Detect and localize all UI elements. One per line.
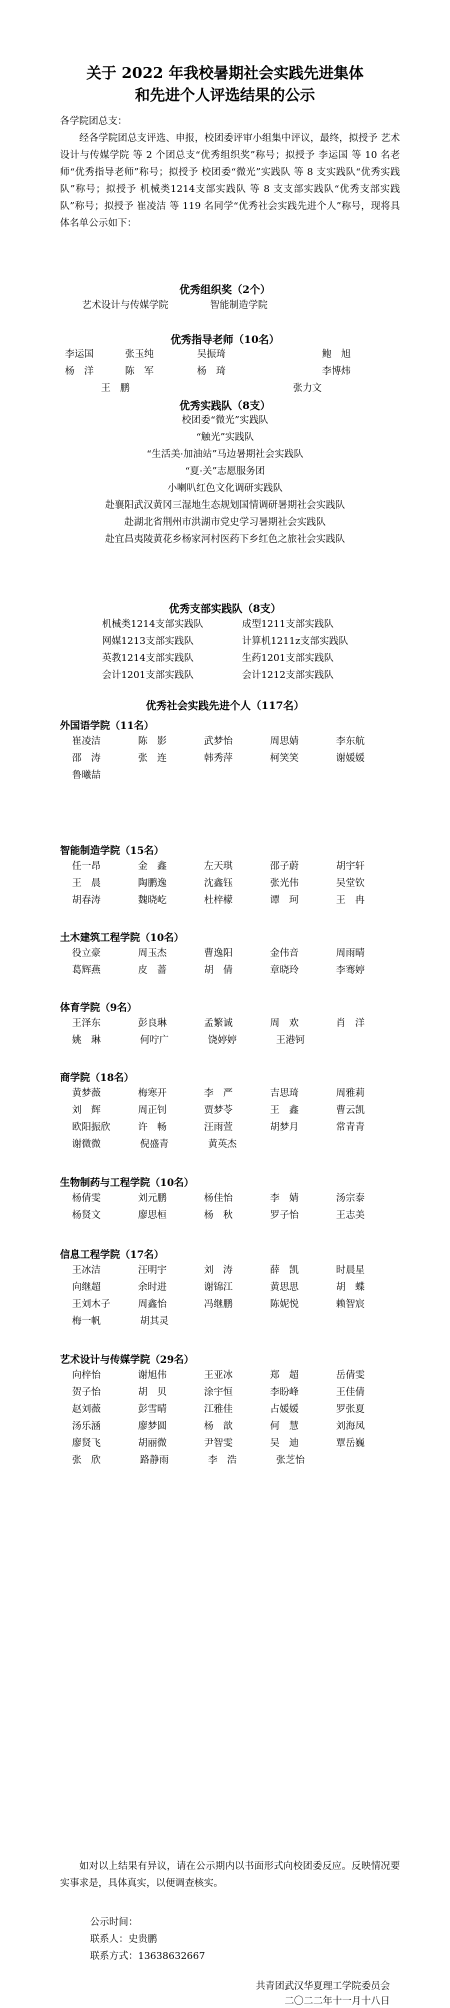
student-name: 汤乐涵 bbox=[72, 1421, 101, 1432]
student-name: 罗张夏 bbox=[336, 1404, 365, 1415]
student-name: 任一昂 bbox=[72, 861, 101, 872]
student-name: 吴 迪 bbox=[270, 1438, 299, 1449]
student-name: 吉思琦 bbox=[270, 1088, 299, 1099]
student-name: 胡梦月 bbox=[270, 1122, 299, 1133]
student-name: 王冰洁 bbox=[72, 1265, 101, 1276]
section-title-teachers: 优秀指导老师（10名） bbox=[170, 334, 280, 346]
student-name: 王港钶 bbox=[276, 1035, 305, 1046]
org-award-item: 智能制造学院 bbox=[210, 300, 268, 311]
student-name: 曹云凯 bbox=[336, 1105, 365, 1116]
student-name: 张光伟 bbox=[270, 878, 299, 889]
student-name: 覃岳巍 bbox=[336, 1438, 365, 1449]
student-name: 许 畅 bbox=[138, 1122, 167, 1133]
branch-teams-list bbox=[102, 616, 348, 684]
teacher-name: 杨 琦 bbox=[197, 366, 226, 377]
student-name: 沈鑫钰 bbox=[204, 878, 233, 889]
student-name: 周雨晴 bbox=[336, 948, 365, 959]
student-name: 贾梦苓 bbox=[204, 1105, 233, 1116]
group-names-physical-education bbox=[72, 1015, 402, 1049]
group-names-information-engineering bbox=[72, 1262, 402, 1330]
student-name: 金 鑫 bbox=[138, 861, 167, 872]
teacher-name: 杨 洋 bbox=[65, 366, 94, 377]
student-name: 谢媛媛 bbox=[336, 753, 365, 764]
student-name: 汪明宇 bbox=[138, 1265, 167, 1276]
branch-team-item: 网媒1213支部实践队 bbox=[102, 636, 194, 647]
branch-team-item: 计算机1211z支部实践队 bbox=[242, 636, 349, 647]
student-name: 常青青 bbox=[336, 1122, 365, 1133]
student-name: 王刘木子 bbox=[72, 1299, 111, 1310]
student-name: 章晓玲 bbox=[270, 965, 299, 976]
branch-team-item: 会计1201支部实践队 bbox=[102, 670, 194, 681]
student-name: 谢旭伟 bbox=[138, 1370, 167, 1381]
student-name: 黄思思 bbox=[270, 1282, 299, 1293]
student-name: 廖思桓 bbox=[138, 1210, 167, 1221]
salutation: 各学院团总支： bbox=[60, 116, 128, 127]
student-name: 时晨星 bbox=[336, 1265, 365, 1276]
team-item: 赴湖北省荆州市洪湖市党史学习暑期社会实践队 bbox=[124, 517, 326, 528]
section-title-branch-teams: 优秀支部实践队（8支） bbox=[168, 603, 282, 615]
student-name: 岳倩雯 bbox=[336, 1370, 365, 1381]
student-name: 胡春涛 bbox=[72, 895, 101, 906]
student-name: 陶鹏逸 bbox=[138, 878, 167, 889]
student-name: 李 严 bbox=[204, 1088, 233, 1099]
team-item: 校团委“微光”实践队 bbox=[181, 415, 269, 426]
student-name: 冯继鹏 bbox=[204, 1299, 233, 1310]
branch-team-item: 生药1201支部实践队 bbox=[242, 653, 334, 664]
intro-paragraph: 经各学院团总支评选、申报，校团委评审小组集中评议，最终，拟授予 艺术设计与传媒学院 等 2 个团总支“优秀组织奖”称号；拟授予 李运国 等 10 名老师“优秀指导老师”称号；拟授予 校团委“微光”实践队 等 8 支实践队“优秀实践队”称号；拟授予 机械类1214支部实践队 等 8 支支部实践队“优秀支部实践队”称号；拟授予 崔凌洁 等 119 名同学“优秀社会实践先进个人”称号，现将具体名单公示如下： bbox=[60, 133, 400, 229]
student-name: 谭 珂 bbox=[270, 895, 299, 906]
student-name: 涂宇恒 bbox=[204, 1387, 233, 1398]
teacher-name: 鲍 旭 bbox=[322, 349, 351, 360]
branch-team-item: 成型1211支部实践队 bbox=[242, 619, 334, 630]
section-title-org-award: 优秀组织奖（2个） bbox=[179, 284, 271, 296]
student-name: 左天琪 bbox=[204, 861, 233, 872]
student-name: 胡 蝶 bbox=[336, 1282, 365, 1293]
student-name: 赵刘薇 bbox=[72, 1404, 101, 1415]
teacher-name: 王 鹏 bbox=[101, 383, 130, 394]
student-name: 柯笑笑 bbox=[270, 753, 299, 764]
teams-list bbox=[60, 412, 390, 548]
student-name: 魏晓屹 bbox=[138, 895, 167, 906]
notice-time-label: 公示时间： bbox=[90, 1917, 138, 1928]
student-name: 周 欢 bbox=[270, 1018, 299, 1029]
student-name: 邵 涛 bbox=[72, 753, 101, 764]
student-name: 杨 歆 bbox=[204, 1421, 233, 1432]
student-name: 梅寒开 bbox=[138, 1088, 167, 1099]
group-names-biopharma bbox=[72, 1190, 402, 1224]
student-name: 何咛广 bbox=[140, 1035, 169, 1046]
student-name: 周鑫怡 bbox=[138, 1299, 167, 1310]
team-item: 赴襄阳武汉黄冈三湿地生态规划国情调研暑期社会实践队 bbox=[105, 500, 345, 511]
group-title-biopharma: 生物制药与工程学院（10名） bbox=[60, 1178, 194, 1189]
student-name: 皮 蔷 bbox=[138, 965, 167, 976]
page-title bbox=[0, 62, 450, 106]
student-name: 张 连 bbox=[138, 753, 167, 764]
student-name: 胡 倩 bbox=[204, 965, 233, 976]
title-line-2: 和先进个人评选结果的公示 bbox=[134, 86, 315, 104]
group-title-business: 商学院（18名） bbox=[60, 1073, 134, 1084]
group-title-information-engineering: 信息工程学院（17名） bbox=[60, 1250, 164, 1261]
student-name: 胡丽微 bbox=[138, 1438, 167, 1449]
student-name: 李 婧 bbox=[270, 1193, 299, 1204]
team-item: “夏·关”志愿服务团 bbox=[184, 466, 265, 477]
student-name: 陈妮悦 bbox=[270, 1299, 299, 1310]
student-name: 杜梓檬 bbox=[204, 895, 233, 906]
contact-phone: 联系方式：13638632667 bbox=[90, 1951, 206, 1962]
student-name: 胡其灵 bbox=[140, 1316, 169, 1327]
student-name: 葛辉燕 bbox=[72, 965, 101, 976]
student-name: 杨 秋 bbox=[204, 1210, 233, 1221]
student-name: 薛 凯 bbox=[270, 1265, 299, 1276]
student-name: 贺子怡 bbox=[72, 1387, 101, 1398]
student-name: 周思婧 bbox=[270, 736, 299, 747]
teacher-name: 吴振琦 bbox=[197, 349, 226, 360]
student-name: 王 冉 bbox=[336, 895, 365, 906]
student-name: 路静雨 bbox=[140, 1455, 169, 1466]
student-name: 向梓怡 bbox=[72, 1370, 101, 1381]
group-title-physical-education: 体育学院（9名） bbox=[60, 1003, 137, 1014]
student-name: 郑 超 bbox=[270, 1370, 299, 1381]
student-name: 江雅佳 bbox=[204, 1404, 233, 1415]
branch-team-item: 机械类1214支部实践队 bbox=[102, 619, 204, 630]
student-name: 姚 琳 bbox=[72, 1035, 101, 1046]
contact-person: 联系人：史贵鹏 bbox=[90, 1934, 158, 1945]
student-name: 廖贤飞 bbox=[72, 1438, 101, 1449]
org-award-item: 艺术设计与传媒学院 bbox=[82, 300, 169, 311]
student-name: 王 晨 bbox=[72, 878, 101, 889]
student-name: 吴堂钦 bbox=[336, 878, 365, 889]
group-title-art-design-media: 艺术设计与传媒学院（29名） bbox=[60, 1355, 194, 1366]
student-name: 梅一帆 bbox=[72, 1316, 101, 1327]
student-name: 刘元鹏 bbox=[138, 1193, 167, 1204]
section-title-teams: 优秀实践队（8支） bbox=[179, 400, 271, 412]
student-name: 杨倩雯 bbox=[72, 1193, 101, 1204]
student-name: 鲁曦喆 bbox=[72, 770, 101, 781]
closing-paragraph: 如对以上结果有异议，请在公示期内以书面形式向校团委反应。反映情况要实事求是，具体真实，以便调查核实。 bbox=[60, 1861, 400, 1889]
title-line-1: 关于 2022 年我校暑期社会实践先进集体 bbox=[86, 64, 364, 82]
student-name: 刘 涛 bbox=[204, 1265, 233, 1276]
student-name: 刘海凤 bbox=[336, 1421, 365, 1432]
student-name: 向继超 bbox=[72, 1282, 101, 1293]
student-name: 韩秀萍 bbox=[204, 753, 233, 764]
student-name: 张 欣 bbox=[72, 1455, 101, 1466]
student-name: 崔凌洁 bbox=[72, 736, 101, 747]
teacher-name: 李博炜 bbox=[322, 366, 351, 377]
group-names-business bbox=[72, 1085, 402, 1153]
student-name: 金伟音 bbox=[270, 948, 299, 959]
student-name: 王亚冰 bbox=[204, 1370, 233, 1381]
teachers-list bbox=[65, 346, 351, 397]
student-name: 余时进 bbox=[138, 1282, 167, 1293]
group-title-civil-engineering: 土木建筑工程学院（10名） bbox=[60, 933, 184, 944]
teacher-name: 陈 军 bbox=[125, 366, 154, 377]
student-name: 黄英杰 bbox=[208, 1139, 237, 1150]
team-item: “触光”实践队 bbox=[196, 432, 254, 443]
student-name: 汪雨萱 bbox=[204, 1122, 233, 1133]
group-names-foreign-languages bbox=[72, 733, 402, 784]
student-name: 李 浩 bbox=[208, 1455, 237, 1466]
group-title-intelligent-manufacturing: 智能制造学院（15名） bbox=[60, 846, 164, 857]
org-award-list bbox=[82, 297, 268, 314]
signature-org: 共青团武汉华夏理工学院委员会 bbox=[255, 1981, 390, 1992]
student-name: 胡宇轩 bbox=[336, 861, 365, 872]
student-name: 罗子怡 bbox=[270, 1210, 299, 1221]
group-title-foreign-languages: 外国语学院（11名） bbox=[60, 721, 154, 732]
student-name: 饶婷婷 bbox=[208, 1035, 237, 1046]
student-name: 周正钊 bbox=[138, 1105, 167, 1116]
student-name: 谢锦江 bbox=[204, 1282, 233, 1293]
student-name: 周雅莉 bbox=[336, 1088, 365, 1099]
student-name: 李骞婷 bbox=[336, 965, 365, 976]
student-name: 欧阳振欣 bbox=[72, 1122, 111, 1133]
student-name: 周玉杰 bbox=[138, 948, 167, 959]
student-name: 李东航 bbox=[336, 736, 365, 747]
student-name: 黄梦薇 bbox=[72, 1088, 101, 1099]
branch-team-item: 会计1212支部实践队 bbox=[242, 670, 334, 681]
student-name: 廖梦圆 bbox=[138, 1421, 167, 1432]
student-name: 役立豪 bbox=[72, 948, 101, 959]
student-name: 占媛媛 bbox=[270, 1404, 299, 1415]
student-name: 曹逸阳 bbox=[204, 948, 233, 959]
student-name: 王佳倩 bbox=[336, 1387, 365, 1398]
student-name: 赖智宸 bbox=[336, 1299, 365, 1310]
student-name: 孟繁诚 bbox=[204, 1018, 233, 1029]
teacher-name: 李运国 bbox=[65, 349, 94, 360]
student-name: 李盼峰 bbox=[270, 1387, 299, 1398]
student-name: 陈 影 bbox=[138, 736, 167, 747]
student-name: 谢微微 bbox=[72, 1139, 101, 1150]
teacher-name: 张玉纯 bbox=[125, 349, 154, 360]
group-names-art-design-media bbox=[72, 1367, 402, 1469]
student-name: 胡 贝 bbox=[138, 1387, 167, 1398]
student-name: 王志美 bbox=[336, 1210, 365, 1221]
team-item: 赴宜昌夷陵黄花乡杨家河村医药下乡红色之旅社会实践队 bbox=[105, 534, 345, 545]
student-name: 刘 辉 bbox=[72, 1105, 101, 1116]
branch-team-item: 英教1214支部实践队 bbox=[102, 653, 194, 664]
team-item: “生活美·加油站”马边暑期社会实践队 bbox=[146, 449, 304, 460]
student-name: 肖 洋 bbox=[336, 1018, 365, 1029]
group-names-intelligent-manufacturing bbox=[72, 858, 402, 909]
student-name: 汤宗泰 bbox=[336, 1193, 365, 1204]
signature-date: 二〇二二年十一月十八日 bbox=[284, 1996, 390, 2007]
intro-block bbox=[60, 113, 400, 232]
student-name: 王泽东 bbox=[72, 1018, 101, 1029]
student-name: 武梦怡 bbox=[204, 736, 233, 747]
student-name: 王 鑫 bbox=[270, 1105, 299, 1116]
student-name: 杨佳怡 bbox=[204, 1193, 233, 1204]
student-name: 彭雪晴 bbox=[138, 1404, 167, 1415]
student-name: 杨贤文 bbox=[72, 1210, 101, 1221]
section-title-individuals: 优秀社会实践先进个人（117名） bbox=[145, 700, 305, 712]
teacher-name: 张力文 bbox=[293, 383, 322, 394]
student-name: 邵子蔚 bbox=[270, 861, 299, 872]
group-names-civil-engineering bbox=[72, 945, 402, 979]
student-name: 倪盛青 bbox=[140, 1139, 169, 1150]
student-name: 张芝怡 bbox=[276, 1455, 305, 1466]
team-item: 小喇叭红色文化调研实践队 bbox=[167, 483, 283, 494]
student-name: 何 慧 bbox=[270, 1421, 299, 1432]
student-name: 尹智雯 bbox=[204, 1438, 233, 1449]
student-name: 彭良琳 bbox=[138, 1018, 167, 1029]
